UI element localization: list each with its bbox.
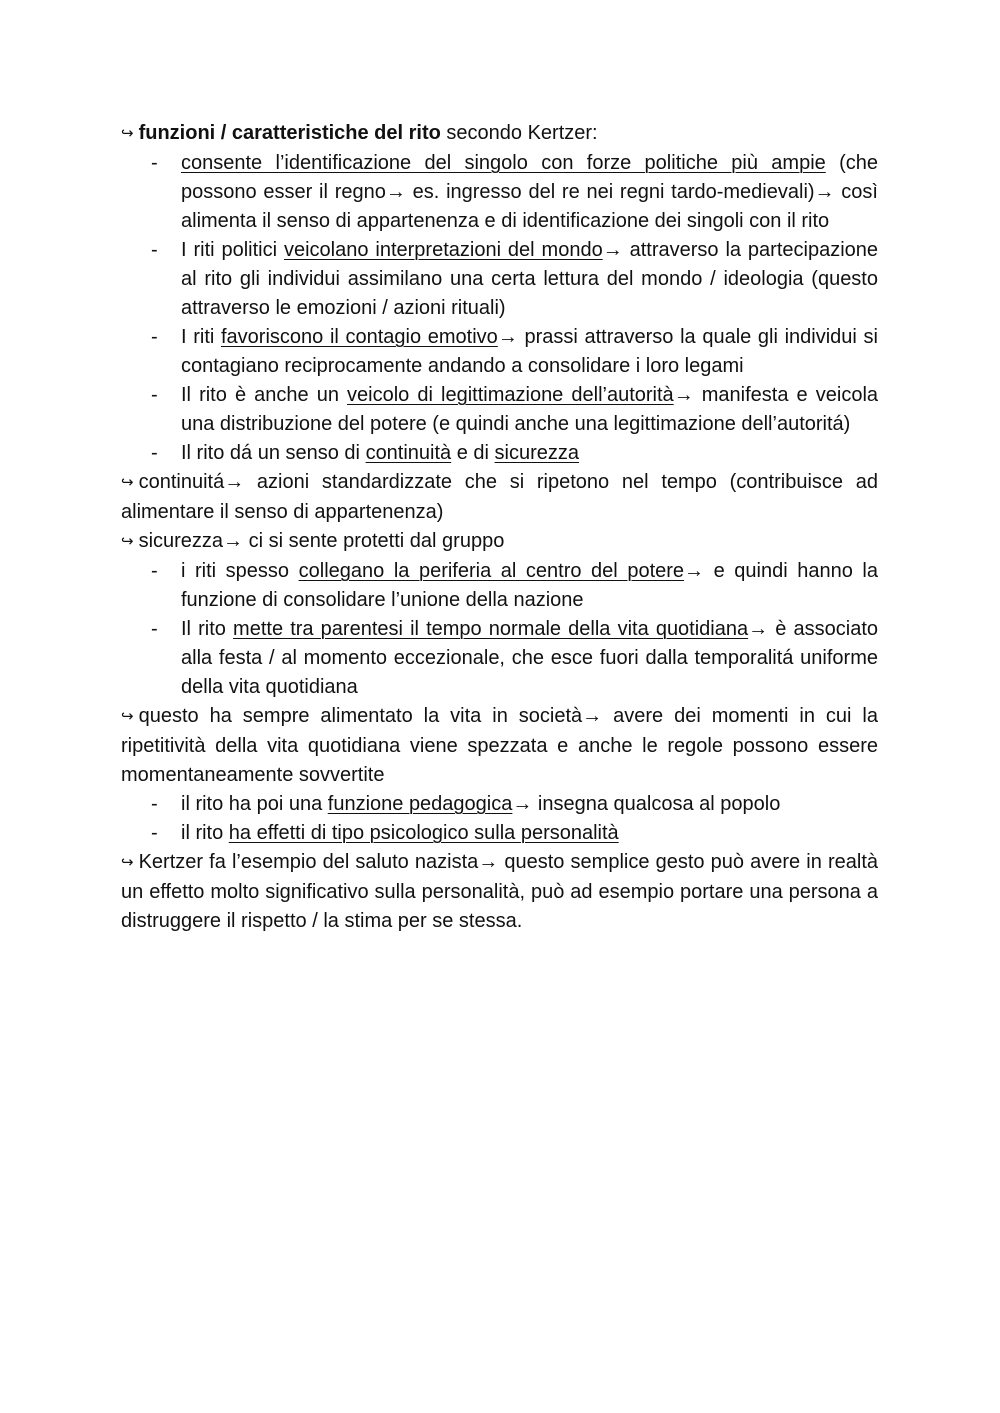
dash-bullet-icon: - — [151, 560, 158, 582]
bullet-text: → prassi attraverso la quale gli individui si contagiano reciprocamente andando a consolidare i loro legami — [181, 326, 878, 377]
hook-arrow-icon: ↪ — [121, 532, 134, 550]
list-item — [121, 790, 878, 819]
dash-bullet-icon: - — [151, 384, 158, 406]
paragraph-text: Kertzer fa l’esempio del saluto nazista→ questo semplice gesto può avere in realtà un effetto molto significativo sulla personalità, può ad esempio portare una persona a distruggere il rispetto / la stima per se stessa. — [121, 851, 878, 932]
document-body — [121, 119, 878, 936]
intro-bold-text: funzioni / caratteristiche del rito — [138, 122, 441, 144]
dash-bullet-icon: - — [151, 793, 158, 815]
bullet-text: I riti — [181, 326, 221, 348]
paragraph-text: sicurezza→ ci si sente protetti dal gruppo — [138, 530, 505, 552]
bullet-underlined-text: funzione pedagogica — [327, 793, 513, 815]
bullet-underlined-text: favoriscono il contagio emotivo — [221, 326, 498, 348]
hook-arrow-icon: ↪ — [121, 124, 134, 142]
bullet-text: → e quindi hanno la funzione di consolidare l’unione della nazione — [181, 560, 878, 611]
paragraph-text: questo ha sempre alimentato la vita in società→ avere dei momenti in cui la ripetitività della vita quotidiana viene spezzata e anche le regole possono essere momentaneamente sovvertite — [121, 705, 878, 786]
bullet-text: Il rito — [181, 618, 234, 640]
bullet-underlined-text: consente l’identificazione del singolo con forze politiche più ampie — [181, 152, 826, 174]
dash-bullet-icon: - — [151, 152, 158, 174]
bullet-underlined-text: ha effetti di tipo psicologico sulla personalità — [228, 822, 619, 844]
bullet-text: Il rito è anche un — [181, 384, 348, 406]
bullet-underlined-text: mette tra parentesi il tempo normale della vita quotidiana — [233, 618, 749, 640]
bullet-text: → è associato alla festa / al momento eccezionale, che esce fuori dalla temporalitá uniforme della vita quotidiana — [181, 618, 878, 698]
intro-text: secondo Kertzer: — [440, 122, 598, 144]
bullet-underlined-text: collegano la periferia al centro del potere — [298, 560, 685, 582]
bullet-text: il rito — [181, 822, 229, 844]
hook-arrow-icon: ↪ — [121, 707, 134, 725]
list-item — [121, 439, 878, 468]
intro-paragraph — [121, 119, 878, 149]
bullet-underlined-text: continuità — [365, 442, 452, 464]
hook-arrow-icon: ↪ — [121, 473, 134, 491]
bullet-underlined-text: veicolo di legittimazione dell’autorità — [347, 384, 674, 406]
hook-arrow-icon: ↪ — [121, 853, 134, 871]
list-item — [121, 236, 878, 323]
bullet-text: il rito ha poi una — [181, 793, 328, 815]
list-item — [121, 149, 878, 236]
list-item — [121, 819, 878, 848]
bullet-text: (che possono esser il regno→ es. ingresso del re nei regni tardo-medievali)→ così alimenta il senso di appartenenza e di identificazione dei singoli con il rito — [181, 152, 879, 232]
list-item — [121, 557, 878, 615]
bullet-text: Il rito dá un senso di — [181, 442, 366, 464]
dash-bullet-icon: - — [151, 822, 158, 844]
bullet-underlined-text: veicolano interpretazioni del mondo — [283, 239, 603, 261]
continuity-paragraph — [121, 468, 878, 527]
list-item — [121, 323, 878, 381]
bullet-text: → manifesta e veicola una distribuzione del potere (e quindi anche una legittimazione dell’autoritá) — [181, 384, 879, 435]
society-paragraph — [121, 702, 878, 790]
bullet-text: → attraverso la partecipazione al rito gli individui assimilano una certa lettura del mondo / ideologia (questo attraverso le emozioni / azioni rituali) — [181, 239, 879, 319]
bullet-text: I riti politici — [181, 239, 284, 261]
bullet-text: e di — [451, 442, 495, 464]
bullet-text: i riti spesso — [181, 560, 299, 582]
list-item — [121, 615, 878, 702]
dash-bullet-icon: - — [151, 442, 158, 464]
bullet-underlined-text: sicurezza — [494, 442, 580, 464]
paragraph-text: continuitá→ azioni standardizzate che si ripetono nel tempo (contribuisce ad alimentare il senso di appartenenza) — [121, 471, 878, 523]
kertzer-paragraph — [121, 848, 878, 936]
security-paragraph — [121, 527, 878, 557]
list-item — [121, 381, 878, 439]
dash-bullet-icon: - — [151, 618, 158, 640]
dash-bullet-icon: - — [151, 239, 158, 261]
bullet-text: → insegna qualcosa al popolo — [512, 793, 781, 815]
dash-bullet-icon: - — [151, 326, 158, 348]
